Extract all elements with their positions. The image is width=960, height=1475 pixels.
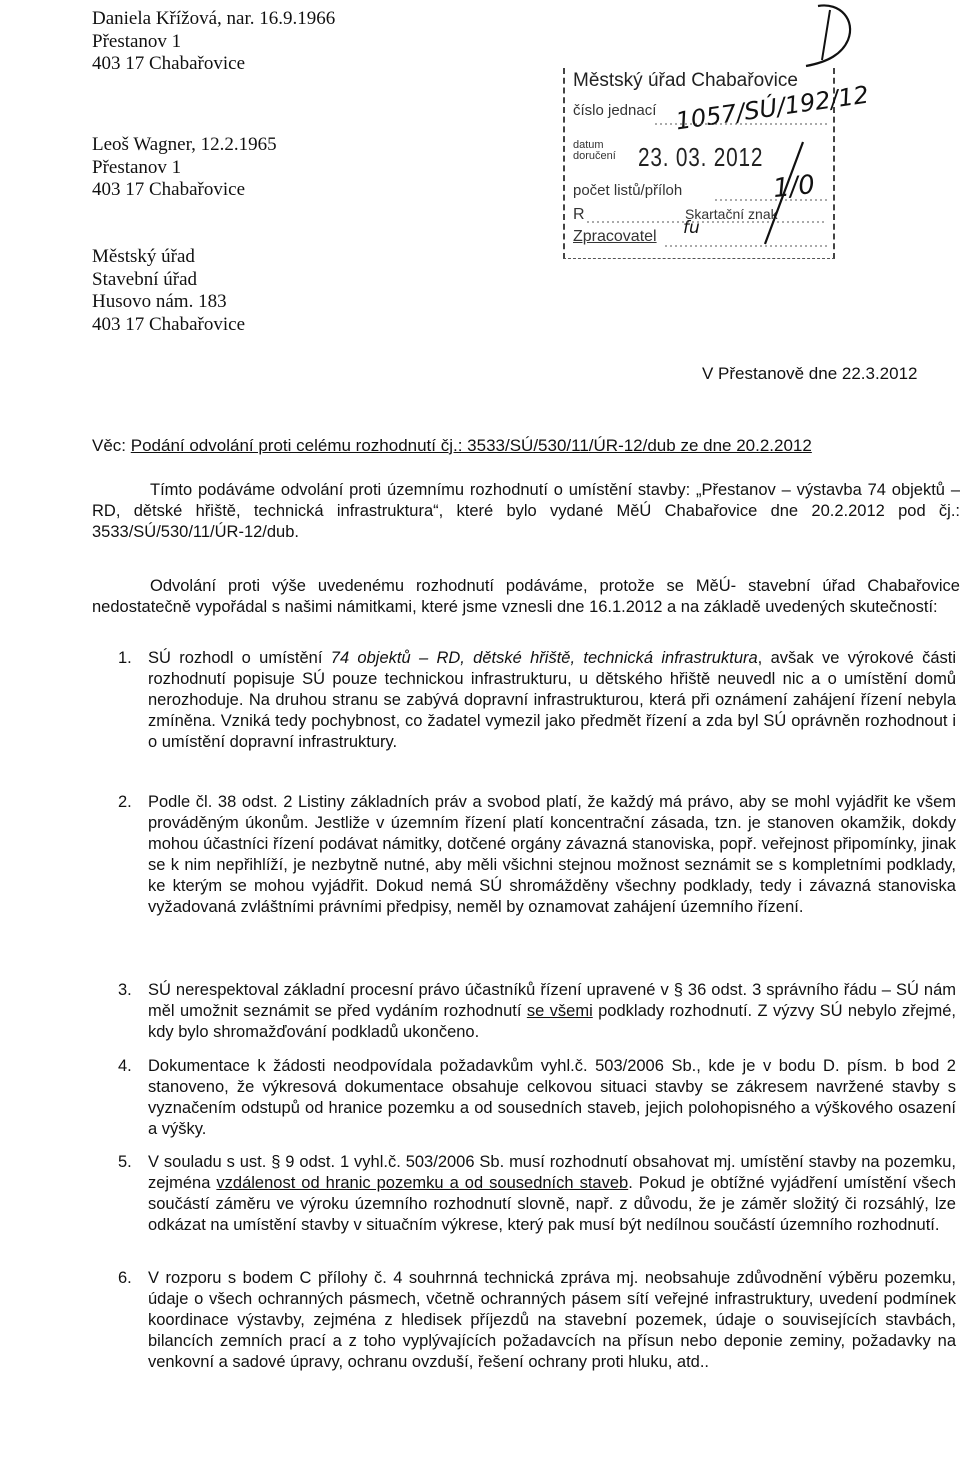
sender2-street: Přestanov 1 bbox=[92, 156, 182, 178]
place-date: V Přestanově dne 22.3.2012 bbox=[702, 364, 918, 383]
subject-prefix: Věc: bbox=[92, 436, 131, 455]
list-item-text-part: SÚ rozhodl o umístění bbox=[148, 649, 331, 667]
paragraph-1-text: Tímto podáváme odvolání proti územnímu rozhodnutí o umístění stavby: „Přestanov – výstavba 74 objektů – RD, dětské hřiště, technická infrastruktura“, které bylo vydané MěÚ Chabařovice dne 20.2.2012 pod čj.: 3533/SÚ/530/11/ÚR-12/dub. bbox=[92, 481, 960, 541]
stamp-zpracovatel-label: Zpracovatel bbox=[573, 228, 657, 245]
list-item-text-part: V souladu s ust. § 9 odst. 1 vyhl.č. 503/2006 Sb. musí rozhodnutí obsahovat mj. umístění stavby na pozemku, zejména bbox=[148, 1153, 956, 1192]
sender1-name: Daniela Křížová, nar. 16.9.1966 bbox=[92, 8, 336, 29]
list-item-underlined: vzdálenost od hranic pozemku a od sousedních staveb bbox=[216, 1174, 629, 1192]
list-item-number: 2. bbox=[118, 793, 132, 811]
sender1-street: Přestanov 1 bbox=[92, 30, 182, 52]
list-item-text-part: podklady rozhodnutí. Z výzvy SÚ nebylo zřejmé, kdy bylo shromažďování podkladů ukončeno. bbox=[148, 1002, 956, 1041]
sender1-address bbox=[92, 8, 335, 76]
stamp-r-label: R bbox=[573, 206, 585, 223]
list-item-text bbox=[148, 792, 956, 918]
recipient-address bbox=[92, 246, 245, 336]
list-item-text-part: , avšak ve výrokové části rozhodnutí popisuje SÚ pouze technickou infrastrukturu, u dětského hřiště neuvedl nic a o umístění domů nerozhoduje. Na druhou stranu se zabývá dopravní infrastrukturou, která při oznámení zahájení řízení nebyla zmíněna. Vzniká tedy pochybnost, co žadatel vymezil jako předmět řízení a zda byl SÚ oprávněn rozhodnout i o umístění dopravní infrastruktury. bbox=[148, 649, 957, 751]
list-item-number: 1. bbox=[118, 649, 132, 667]
list-item-number: 3. bbox=[118, 981, 132, 999]
stamp-zpracovatel-value: fu bbox=[683, 218, 700, 238]
list-item-text bbox=[148, 648, 956, 753]
recipient-line1: Městský úřad bbox=[92, 246, 195, 267]
paragraph-2-text: Odvolání proti výše uvedenému rozhodnutí podáváme, protože se MěÚ- stavební úřad Chabařovice nedostatečně vypořádal s našimi námitkami, které jsme vznesli dne 16.1.2012 a na základě uvedených skutečností: bbox=[92, 577, 960, 616]
stamp-dotted-lines-icon bbox=[565, 68, 833, 258]
list-item-text bbox=[148, 1268, 956, 1373]
sender2-address bbox=[92, 134, 277, 202]
list-item-number: 5. bbox=[118, 1153, 132, 1171]
sender1-city: 403 17 Chabařovice bbox=[92, 53, 246, 74]
list-item-text-part: . Pokud je obtížné vyjádření umístění všech součástí záměru ve výroku územního rozhodnutí slovně, např. z důvodu, že je záměr složitý či rozsáhlý, lze odkázat na umístění stavby v situačním výkrese, který pak musí být nedílnou součástí územního rozhodnutí. bbox=[148, 1174, 956, 1234]
paragraph-1 bbox=[92, 480, 960, 543]
stamp-cislo-label: číslo jednací bbox=[573, 102, 657, 119]
stamp-skart-label: Skartační znak bbox=[685, 206, 778, 222]
handwritten-mark-icon bbox=[800, 0, 860, 70]
sender2-name: Leoš Wagner, 12.2.1965 bbox=[92, 134, 277, 155]
list-item-text bbox=[148, 1152, 956, 1236]
list-item-number: 6. bbox=[118, 1269, 132, 1287]
stamp-datum-label: datum doručení bbox=[573, 139, 616, 162]
list-item-text-part: V rozporu s bodem C přílohy č. 4 souhrnná technická zpráva mj. neobsahuje zdůvodnění výběru pozemku, údaje o všech ochranných pásmech, včetně ochranných pásem sítí veřejné infrastruktury, uvedení podmínek koordinace výstavby, zejména z hledisek příjezdů na stavební pozemek, údaje o souvisejících stavbách, bilancích zemních prací a z toho vyplývajících požadavcích na přísun nebo deponie zeminy, požadavky na venkovní a sadové úpravy, ochranu ovzduší, řešení ochrany proti hluku, atd.. bbox=[148, 1269, 956, 1371]
stamp-pocet-value: 1/0 bbox=[771, 169, 817, 205]
list-item-text-part: Podle čl. 38 odst. 2 Listiny základních práv a svobod platí, že každý má právo, aby se mohl vyjádřit ke všem prováděným úkonům. Jestliže v územním řízení platí koncentrační zásada, tzn. je stanoven okamžik, dokdy mohou účastníci řízení podávat námitky, dotčené orgány závazná stanoviska, popř. veřejnost připomínky, jinak se k nim nepřihlíží, je nezbytně nutné, aby měli všichni stejnou možnost seznámit se s kompletními podklady, ke kterým se mohou vyjádřit. Dokud nemá SÚ shromážděny všechny podklady, tedy i závazná stanoviska vyžadovaná zvláštními právními předpisy, neměl by oznamovat zahájení územního řízení. bbox=[148, 793, 956, 916]
recipient-line4: 403 17 Chabařovice bbox=[92, 313, 246, 335]
stamp-office: Městský úřad Chabařovice bbox=[573, 70, 798, 91]
recipient-line3: Husovo nám. 183 bbox=[92, 291, 227, 312]
stamp-cislo-value: 1057/SÚ/192/12 bbox=[673, 80, 871, 136]
sender2-city: 403 17 Chabařovice bbox=[92, 179, 246, 200]
recipient-line2: Stavební úřad bbox=[92, 268, 198, 290]
list-item-underlined: se všemi bbox=[526, 1002, 593, 1020]
list-item-text bbox=[148, 980, 956, 1043]
list-item-italic: 74 objektů – RD, dětské hřiště, technická infrastruktura bbox=[330, 649, 758, 667]
subject-text: Podání odvolání proti celému rozhodnutí čj.: 3533/SÚ/530/11/ÚR-12/dub ze dne 20.2.2012 bbox=[130, 436, 812, 455]
list-item-text-part: Dokumentace k žádosti neodpovídala požadavkům vyhl.č. 503/2006 Sb., kde je v bodu D. písm. b bod 2 stanoveno, že výkresová dokumentace obsahuje celkovou situaci stavby se zákresem navržené stavby s vyznačením odstupů od hranice pozemku a od sousedních staveb, jejich polohopisného a výškového osazení a výšky. bbox=[148, 1057, 956, 1138]
list-item-text bbox=[148, 1056, 956, 1140]
list-item-text-part: SÚ nerespektoval základní procesní právo účastníků řízení upravené v § 36 odst. 3 správního řádu – SÚ nám měl umožnit seznámit se před vydáním rozhodnutí bbox=[148, 981, 956, 1020]
stamp-date: 23. 03. 2012 bbox=[638, 142, 764, 172]
subject-line bbox=[92, 436, 812, 456]
list-item-number: 4. bbox=[118, 1057, 132, 1075]
paragraph-2 bbox=[92, 576, 960, 618]
registry-stamp bbox=[563, 68, 871, 259]
stamp-pocet-label: počet listů/příloh bbox=[573, 182, 683, 199]
